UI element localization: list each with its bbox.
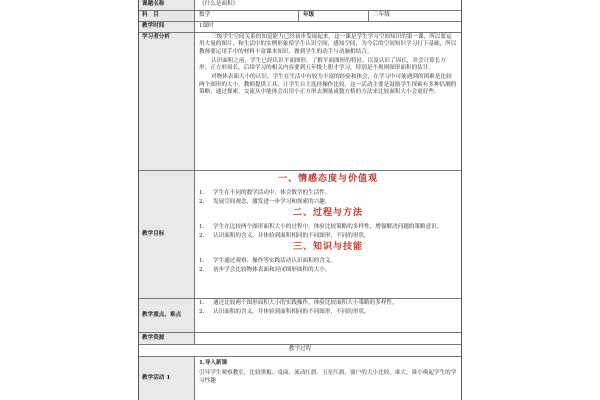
goals-label: 教学目标 xyxy=(139,171,195,298)
time-value: 1课时 xyxy=(199,23,214,29)
analysis-paragraph: 三级学生空间关系的知觉能力已经初步发展起来，这一课是学生学习空间知识的第一课，所以要运用大量的图片，和生活中的实例形象使学生认识空间，感知空间，为今后的空间知识学习打下基础，所以教师要运用手中的材料丰富课本知识，做到学生的动手与动脑相结合。 xyxy=(199,34,457,55)
key-points-content xyxy=(195,299,461,332)
process-heading: 教学过程 xyxy=(288,346,312,352)
goals-section-title: 三、知识与技能 xyxy=(292,242,363,253)
goal-item: 1. 学生通过观察、操作等实践活动认识面积的含义。 xyxy=(199,258,337,265)
key-points-row xyxy=(139,299,461,333)
resources-label: 教学资源 xyxy=(139,333,195,344)
goals-content xyxy=(195,171,461,298)
resources-value xyxy=(195,333,461,344)
analysis-label: 学习者分析 xyxy=(139,33,195,170)
activity-label: 教学活动 1 xyxy=(139,357,195,400)
process-row xyxy=(139,345,461,357)
activity-title: 1.导入新课 xyxy=(199,360,228,366)
activity-content xyxy=(195,357,461,400)
subject-value: 数学 xyxy=(195,11,299,21)
goals-section-title: 二、过程与方法 xyxy=(292,208,363,219)
resources-row xyxy=(139,333,461,345)
goal-item: 2. 认识面积的含义，并体验到面积相同的不同图形，不同的形状。 xyxy=(199,233,370,240)
title-label: 课题名称 xyxy=(139,0,195,10)
time-row xyxy=(139,22,461,33)
goal-item: 1. 学生在不同的数学活动中，体会数学的生活性。 xyxy=(199,189,331,196)
lesson-plan-table xyxy=(138,0,462,400)
analysis-row xyxy=(139,33,461,171)
analysis-paragraph: 认识面积之前，学生已经认识平面图形，了解平面图形的特征，以及认识了周长，并会计算长方形、正方形周长，后续学习的相关内容要到五年级上册才学习，特别是不规则图形面积的估计。 xyxy=(199,57,446,72)
subject-label: 科 目 xyxy=(139,11,195,21)
goal-item: 2. 发展空间观念，激发进一步学习和探索的兴趣。 xyxy=(199,198,331,205)
key-point-item: 2. 认识面积的含义，并体验到面积相同的不同图形，不同的形状。 xyxy=(199,309,370,316)
grade-value: 三年级 xyxy=(373,12,390,18)
analysis-content xyxy=(195,33,461,170)
activity-row xyxy=(139,357,461,400)
activity-text: 引导学生观察教室，比较黑板、桌面、流动红旗、五星红旗，窗户的大小比较，谁大，谁小唤起学生的学习性趣 xyxy=(199,370,457,384)
time-label: 教学时间 xyxy=(139,22,195,32)
subject-row xyxy=(139,11,461,22)
title-value: 《什么是面积》 xyxy=(199,1,239,7)
title-row xyxy=(139,0,461,11)
goals-row xyxy=(139,171,461,299)
goal-item: 1. 学生在比较两个图形面积大小的过程中，体验比较策略的多样性，增强解决问题的策略意识。 xyxy=(199,223,443,230)
goals-section-title: 一、情感态度与价值观 xyxy=(277,174,378,184)
grade-label: 年级 xyxy=(299,11,369,21)
key-points-label: 教学重点、难点 xyxy=(139,299,195,332)
goal-item: 2. 初步学会比较物体表面和封闭图形面积的大小。 xyxy=(199,267,331,274)
key-point-item: 1. 通过比较两个图形面积大小的实践操作，体验比较面积大小策略的多样性。 xyxy=(199,300,398,306)
analysis-paragraph: 对物体表面大小的认识，学生在生活中有较为丰富的经验和体会，在学习中可能遇到的困难是比较两个图形的大小，教师提供工具，让学生自主选择操作比较，这一活动主要是鼓励学生探索有多种估测的策略，通过探索，交流从中能体会出用小正方形去测量或数方格的方法来比较面积大小会更好些。 xyxy=(199,74,457,95)
